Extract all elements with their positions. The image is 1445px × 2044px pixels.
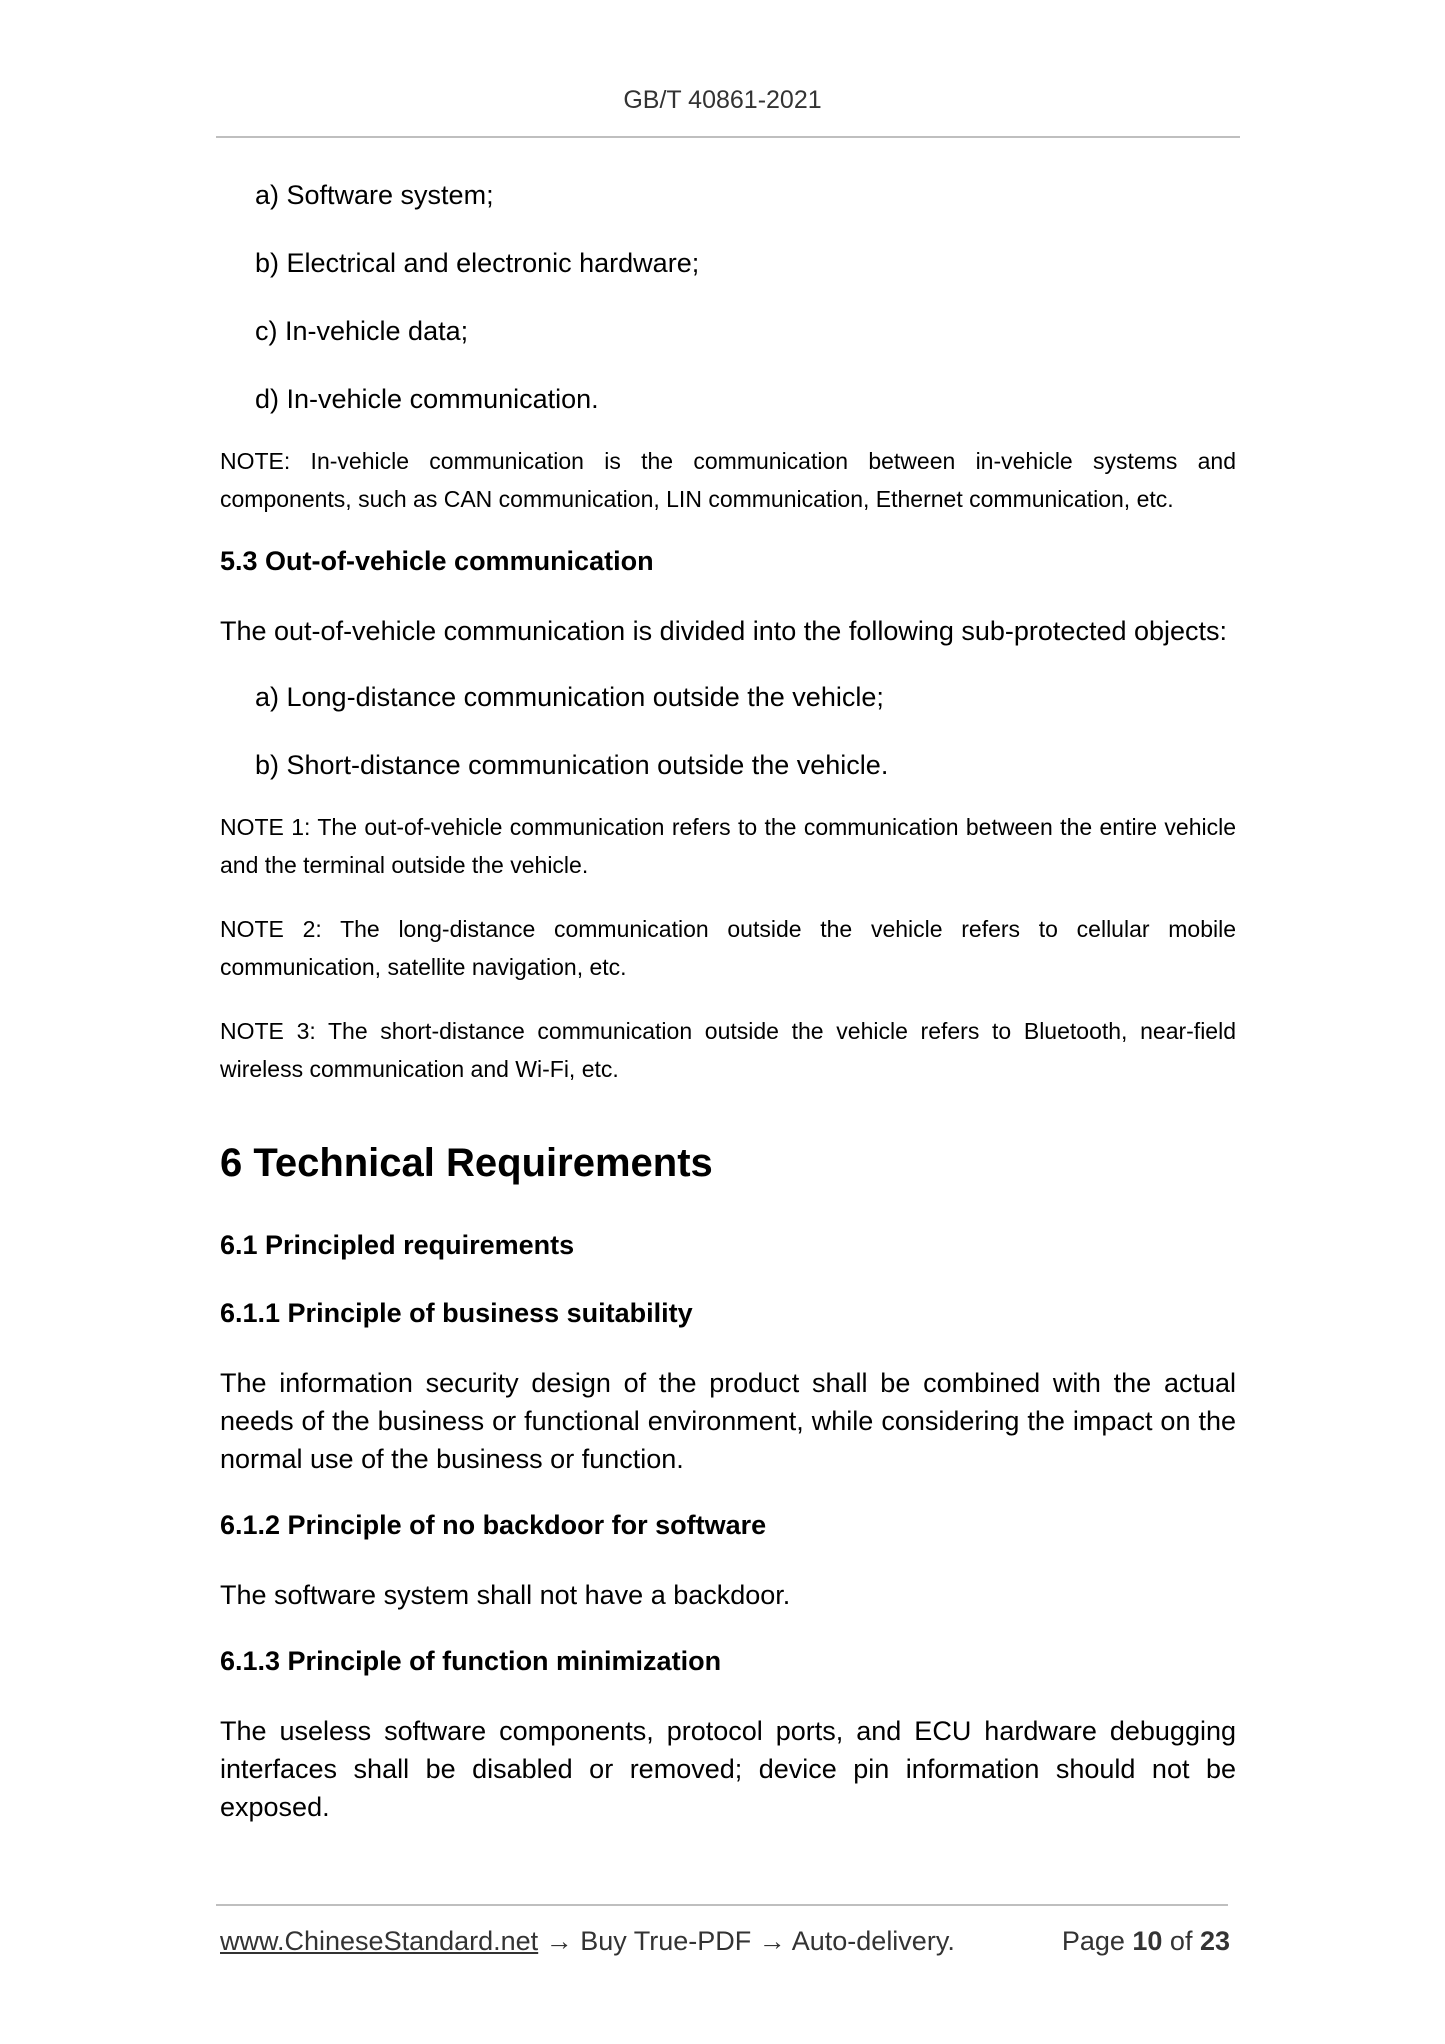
note-1: NOTE 1: The out-of-vehicle communication refers to the communication between the entire vehicle and the terminal outside the vehicle. xyxy=(220,814,1236,878)
list-item: a) Software system; xyxy=(255,180,494,210)
page-content xyxy=(220,178,1236,1856)
note-2: NOTE 2: The long-distance communication outside the vehicle refers to cellular mobile communication, satellite navigation, etc. xyxy=(220,916,1236,980)
header-divider xyxy=(216,136,1240,138)
note-3: NOTE 3: The short-distance communication outside the vehicle refers to Bluetooth, near-field wireless communication and Wi-Fi, etc. xyxy=(220,1018,1236,1082)
list-item: c) In-vehicle data; xyxy=(255,316,469,346)
heading-6-1-2: 6.1.2 Principle of no backdoor for software xyxy=(220,1510,767,1540)
paragraph-6-1-2: The software system shall not have a backdoor. xyxy=(220,1580,791,1610)
paragraph-6-1-1: The information security design of the product shall be combined with the actual needs of the business or functional environment, while considering the impact on the normal use of the business or function. xyxy=(220,1368,1236,1474)
page-of-label: of xyxy=(1162,1926,1200,1956)
list-item: b) Electrical and electronic hardware; xyxy=(255,248,700,278)
list-item: d) In-vehicle communication. xyxy=(255,384,599,414)
heading-5-3: 5.3 Out-of-vehicle communication xyxy=(220,546,654,576)
heading-6-1-1: 6.1.1 Principle of business suitability xyxy=(220,1298,693,1328)
paragraph-6-1-3: The useless software components, protocol ports, and ECU hardware debugging interfaces shall be disabled or removed; device pin information should not be exposed. xyxy=(220,1716,1236,1822)
page-current: 10 xyxy=(1132,1926,1163,1956)
heading-6-1-3: 6.1.3 Principle of function minimization xyxy=(220,1646,722,1676)
out-of-vehicle-list xyxy=(220,680,1236,782)
page-label: Page xyxy=(1061,1926,1133,1956)
page-indicator xyxy=(1062,1924,1230,1958)
footer-promo xyxy=(220,1924,955,1958)
footer-promo-text: → Buy True-PDF → Auto-delivery. xyxy=(538,1926,955,1956)
page-total: 23 xyxy=(1199,1926,1230,1956)
website-link[interactable]: www.ChineseStandard.net xyxy=(220,1926,539,1956)
note-in-vehicle-communication: NOTE: In-vehicle communication is the communication between in-vehicle systems and components, such as CAN communication, LIN communication, Ethernet communication, etc. xyxy=(220,448,1236,512)
footer-divider xyxy=(216,1904,1228,1906)
list-item: a) Long-distance communication outside the vehicle; xyxy=(255,682,884,712)
protected-objects-list xyxy=(220,178,1236,416)
heading-6-1: 6.1 Principled requirements xyxy=(220,1230,575,1260)
paragraph-5-3-intro: The out-of-vehicle communication is divided into the following sub-protected objects: xyxy=(220,616,1228,646)
heading-6: 6 Technical Requirements xyxy=(220,1141,713,1185)
page-header-title: GB/T 40861-2021 xyxy=(623,86,822,114)
list-item: b) Short-distance communication outside the vehicle. xyxy=(255,750,889,780)
